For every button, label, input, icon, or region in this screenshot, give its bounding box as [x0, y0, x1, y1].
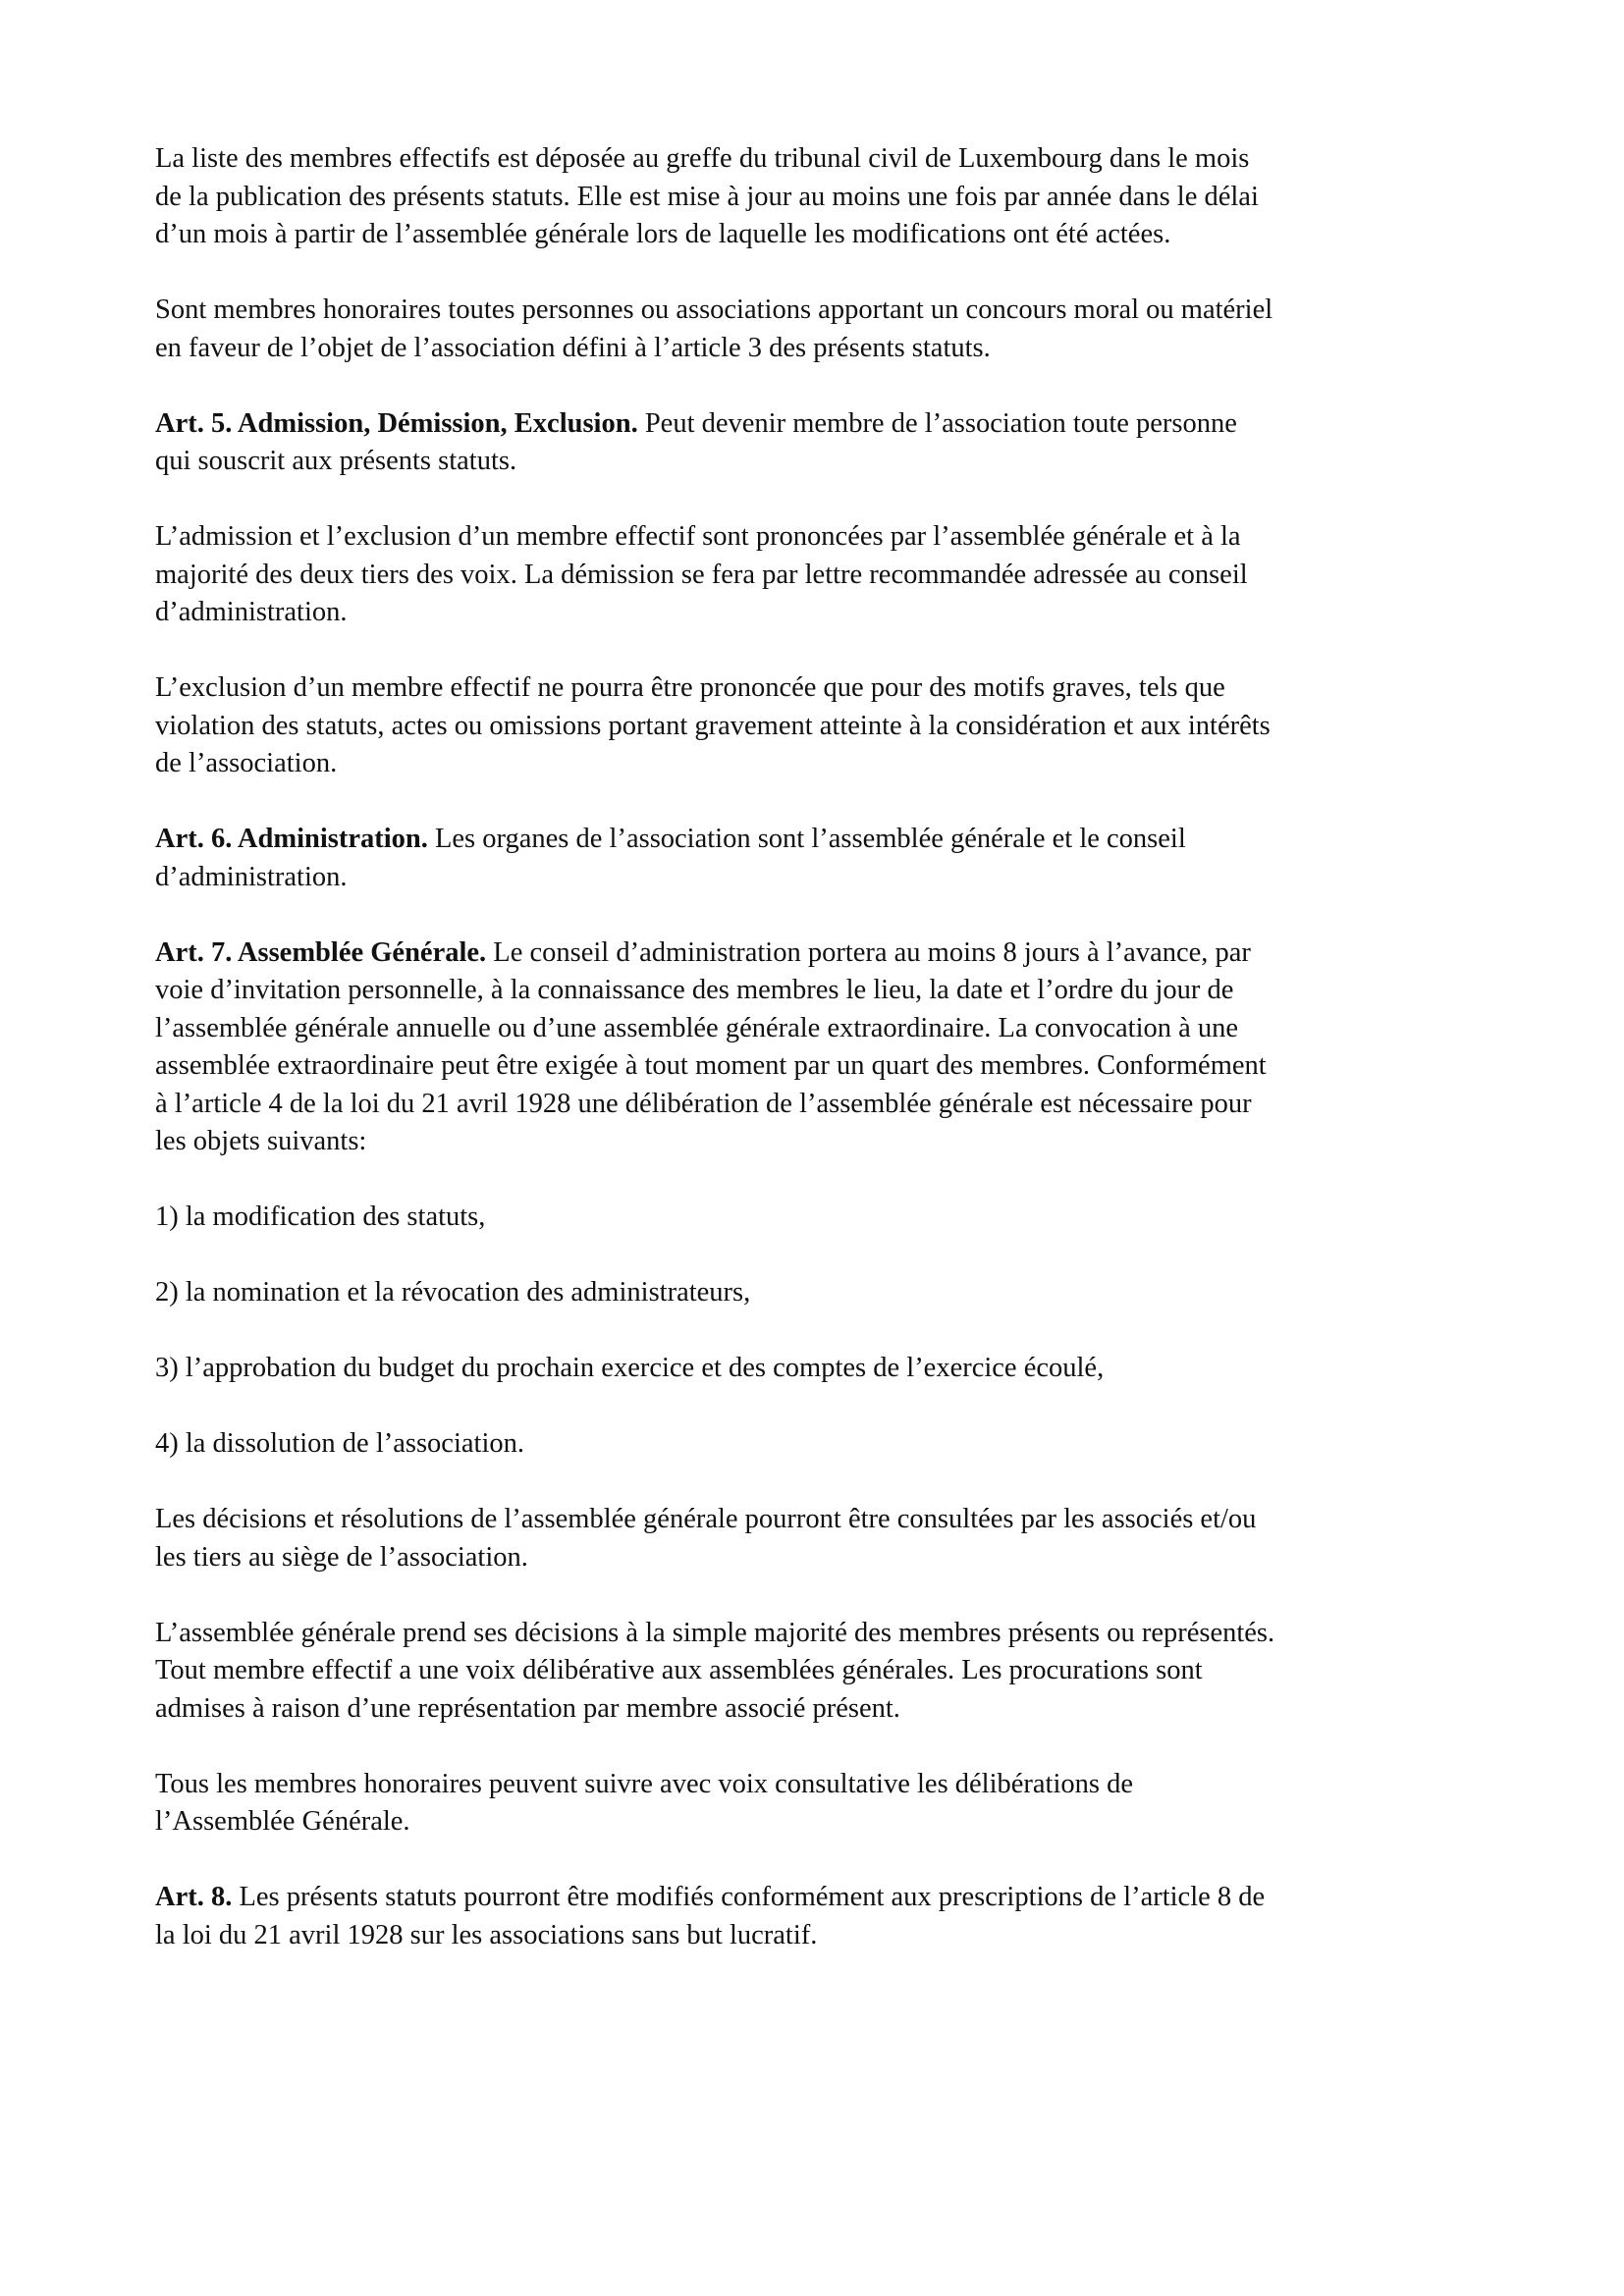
text-line — [155, 934, 1490, 973]
text-line: L’admission et l’exclusion d’un membre effectif sont prononcées par l’assemblée générale et à la — [155, 521, 1241, 552]
text-line — [155, 405, 1490, 444]
text-line: d’un mois à partir de l’assemblée générale lors de laquelle les modifications ont été actées. — [155, 219, 1171, 249]
text-line: admises à raison d’une représentation par membre associé présent. — [155, 1692, 900, 1724]
article-8-heading: Art. 8. — [155, 1882, 233, 1912]
list-item-1 — [155, 1199, 1490, 1237]
paragraph-exclusion-grounds — [155, 669, 1490, 783]
text-line: les tiers au siège de l’association. — [155, 1541, 528, 1573]
article-5-heading: Art. 5. Admission, Démission, Exclusion. — [155, 407, 638, 439]
text-line — [155, 1879, 1490, 1917]
text-line: Tout membre effectif a une voix délibérative aux assemblées générales. Les procurations sont — [155, 1655, 1203, 1685]
text-line: voie d’invitation personnelle, à la connaissance des membres le lieu, la date et l’ordre du jour de — [155, 975, 1234, 1005]
text-line: L’assemblée générale prend ses décisions à la simple majorité des membres présents ou représentés. — [155, 1617, 1275, 1648]
text-line: de la publication des présents statuts. Elle est mise à jour au moins une fois par année dans le délai — [155, 181, 1259, 212]
text-line: 1) la modification des statuts, — [155, 1201, 486, 1232]
text-line: d’administration. — [155, 597, 348, 627]
paragraph-majority-voting — [155, 1615, 1490, 1729]
article-5 — [155, 405, 1490, 481]
paragraph-honorary-members — [155, 292, 1490, 367]
text-line: les objets suivants: — [155, 1126, 367, 1156]
article-7-heading: Art. 7. Assemblée Générale. — [155, 936, 487, 968]
paragraph-admission-exclusion — [155, 518, 1490, 632]
text-line: assemblée extraordinaire peut être exigée à tout moment par un quart des membres. Conformément — [155, 1050, 1267, 1081]
text-line: La liste des membres effectifs est déposée au greffe du tribunal civil de Luxembourg dans le mois — [155, 143, 1250, 174]
text-line: la loi du 21 avril 1928 sur les associations sans but lucratif. — [155, 1919, 818, 1950]
article-6 — [155, 821, 1490, 896]
text-line: Tous les membres honoraires peuvent suivre avec voix consultative les délibérations de — [155, 1768, 1134, 1799]
text-line: Les décisions et résolutions de l’assemblée générale pourront être consultées par les associés et/ou — [155, 1504, 1257, 1534]
text-line: qui souscrit aux présents statuts. — [155, 446, 517, 476]
text-line: d’administration. — [155, 861, 348, 892]
article-6-heading: Art. 6. Administration. — [155, 824, 428, 854]
text-line: en faveur de l’objet de l’association défini à l’article 3 des présents statuts. — [155, 332, 991, 363]
list-item-2 — [155, 1274, 1490, 1312]
document-page — [155, 140, 1490, 1954]
text-line: majorité des deux tiers des voix. La démission se fera par lettre recommandée adressée au conseil — [155, 559, 1248, 590]
paragraph-honorary-consultative — [155, 1766, 1490, 1842]
text-line — [155, 821, 1490, 859]
text-line: de l’association. — [155, 748, 338, 778]
article-8-text: Les présents statuts pourront être modifiés conformément aux prescriptions de l’article 8 de — [232, 1882, 1266, 1912]
text-line: L’exclusion d’un membre effectif ne pourra être prononcée que pour des motifs graves, tels que — [155, 672, 1225, 703]
text-line: l’Assemblée Générale. — [155, 1806, 410, 1837]
text-line: Sont membres honoraires toutes personnes ou associations apportant un concours moral ou matériel — [155, 294, 1273, 325]
paragraph-member-list — [155, 140, 1490, 254]
article-5-text: Peut devenir membre de l’association toute personne — [637, 407, 1237, 439]
article-8 — [155, 1879, 1490, 1954]
text-line: l’assemblée générale annuelle ou d’une assemblée générale extraordinaire. La convocation à une — [155, 1012, 1239, 1043]
article-6-text: Les organes de l’association sont l’assemblée générale et le conseil — [427, 824, 1186, 854]
list-item-4 — [155, 1425, 1490, 1464]
list-item-3 — [155, 1350, 1490, 1388]
text-line: 3) l’approbation du budget du prochain exercice et des comptes de l’exercice écoulé, — [155, 1353, 1105, 1383]
text-line: 2) la nomination et la révocation des administrateurs, — [155, 1277, 751, 1308]
text-line: à l’article 4 de la loi du 21 avril 1928 une délibération de l’assemblée générale est nécessaire pour — [155, 1088, 1252, 1119]
article-7-text: Le conseil d’administration portera au moins 8 jours à l’avance, par — [486, 936, 1251, 968]
text-line: violation des statuts, actes ou omissions portant gravement atteinte à la considération et aux intérêts — [155, 710, 1271, 741]
paragraph-decisions-consultation — [155, 1501, 1490, 1576]
article-7 — [155, 934, 1490, 1161]
text-line: 4) la dissolution de l’association. — [155, 1428, 524, 1459]
